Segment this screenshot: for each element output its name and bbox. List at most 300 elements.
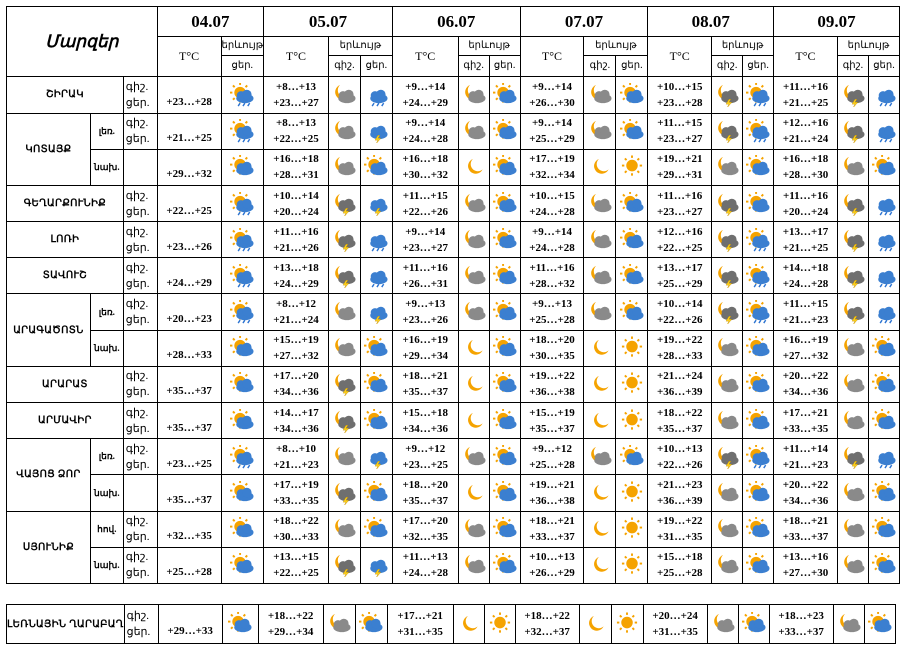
temp-range [520,330,584,366]
weather-cell [221,113,264,149]
day-temp: +26…+29 [529,567,575,580]
night-temp: +19…+22 [656,334,703,347]
temp-range [520,294,584,330]
night-weather-cell [458,403,489,439]
day-temp: +28…+30 [782,169,829,182]
night-temp: +13…+15 [273,551,319,564]
night-temp: +18…+23 [778,610,824,622]
subregion-name: լեռ. [90,294,123,330]
day-weather-cell [743,113,774,149]
night-temp: +19…+22 [529,370,575,383]
night-weather-cell [328,294,360,330]
night-temp: +16…+19 [402,334,449,347]
night-temp: +10…+14 [273,189,319,202]
forecast-table [6,6,900,584]
day-label: ցեր. [873,60,895,72]
temp-range [392,366,458,402]
night-temp: +11…+15 [783,298,828,311]
moon-storm-icon [330,409,358,433]
sun-cloud-rain-icon [744,300,772,324]
weather-cell [221,294,264,330]
day-temp: +22…+25 [273,133,319,146]
night-temp: +10…+13 [529,551,575,564]
night-weather-cell [584,294,616,330]
day-weather-cell [743,149,774,185]
temp-range [157,258,221,294]
night-temp: +18…+22 [656,406,703,419]
period-labels [123,113,157,149]
day-weather-cell [743,366,774,402]
night-temp: +11…+14 [783,442,828,455]
temp-range [520,185,584,221]
day-temp: +22…+25 [656,241,703,254]
moon-cloud-icon [835,612,863,636]
cloud-storm-icon [362,119,390,143]
night-weather-cell [458,185,489,221]
subregion-name: նախ. [90,149,123,185]
temp-range [648,439,712,475]
table-row [7,258,900,294]
day-weather-cell [868,77,899,113]
day-weather-cell [489,294,520,330]
night-temp: +17…+19 [529,153,575,166]
day-temp: +24…+28 [402,567,449,580]
night-temp: +11…+16 [783,80,828,93]
night-weather-cell [837,366,868,402]
temp-range [264,547,329,583]
moon-cloud-icon [460,119,488,143]
night-temp: +15…+19 [273,334,319,347]
night-weather-cell [328,77,360,113]
night-temp: +10…+15 [529,189,575,202]
moon-storm-icon [839,192,867,216]
day-weather-cell [489,77,520,113]
temp-range [520,547,584,583]
temp-range [264,149,329,185]
day-temp: +25…+29 [656,277,703,290]
day-temp: +35…+37 [166,421,212,434]
temp-range [264,222,329,258]
cloud-rain-icon [870,119,898,143]
day-weather-cell [360,294,392,330]
day-temp: +33…+37 [778,626,824,638]
night-label: գիշ. [125,442,149,455]
night-weather-cell [584,403,616,439]
sun-cloud-icon [491,300,519,324]
night-weather-cell [712,149,743,185]
day-temp: +23…+26 [166,240,212,253]
cloud-rain-icon [870,445,898,469]
night-weather-cell [837,294,868,330]
night-weather-cell [328,511,360,547]
sun-cloud-icon [491,119,519,143]
subregion-name: նախ. [90,330,123,366]
day-temp: +21…+25 [166,132,212,145]
weather-cell [221,511,264,547]
night-weather-cell [328,149,360,185]
temp-range [157,511,221,547]
day-weather-cell [489,511,520,547]
day-label: ցեր. [125,277,150,290]
day-label: ցեր. [365,60,388,72]
moon-cloud-icon [460,228,488,252]
moon-storm-icon [839,119,867,143]
subregion-name: հով. [90,511,123,547]
night-temp: +16…+19 [782,334,829,347]
day-weather-cell [611,605,643,644]
sun-icon [618,481,646,505]
karabakh-table [6,604,896,644]
night-weather-cell [837,258,868,294]
moon-cloud-icon [586,192,614,216]
temp-range [387,605,453,644]
region-name: ՏԱՎՈՒՇ [7,258,124,294]
night-temp: +13…+16 [782,551,829,564]
day-label: ցեր. [125,422,150,435]
moon-cloud-icon [586,300,614,324]
night-temp: +11…+16 [402,261,448,274]
period-labels [123,330,157,366]
night-temp: +19…+21 [529,479,575,492]
temp-range [157,330,221,366]
day-label: ցեր. [125,386,150,399]
weather-cell [221,149,264,185]
phenomenon-label: երևույթ [459,37,520,56]
moon-icon [586,155,614,179]
night-label: գիշ. [125,80,149,93]
temp-range [520,366,584,402]
day-weather-cell [743,403,774,439]
day-label: ցեր. [125,241,150,254]
night-temp: +11…+13 [402,551,448,564]
temp-range [157,475,221,511]
moon-storm-icon [330,553,358,577]
day-temp: +32…+34 [529,169,575,182]
night-temp: +16…+18 [402,153,449,166]
day-weather-cell [489,330,520,366]
moon-icon [460,155,488,179]
day-temp: +36…+39 [656,495,703,508]
day-temp: +23…+27 [402,241,449,254]
day-weather-cell [616,439,648,475]
temp-range [392,149,458,185]
temp-range [392,439,458,475]
temp-range [157,113,221,149]
night-weather-cell [712,258,743,294]
moon-cloud-icon [460,553,488,577]
day-weather-cell [360,330,392,366]
region-name: ԱՐՄԱՎԻՐ [7,403,124,439]
day-temp: +35…+37 [402,495,449,508]
day-temp: +21…+25 [782,96,829,109]
sun-cloud-icon [228,409,256,433]
moon-storm-icon [330,372,358,396]
sun-cloud-icon [491,409,519,433]
weather-cell [221,366,264,402]
moon-storm-icon [330,192,358,216]
sun-cloud-icon [491,228,519,252]
day-temp: +25…+29 [529,133,575,146]
day-temp: +33…+35 [273,495,319,508]
moon-storm-icon [713,119,741,143]
day-temp: +24…+28 [402,133,449,146]
temp-range [264,366,329,402]
temp-range [774,439,838,475]
moon-cloud-icon [460,300,488,324]
temp-range [392,222,458,258]
table-row [7,403,900,439]
moon-storm-icon [713,192,741,216]
day-weather-cell [868,547,899,583]
day-weather-cell [868,294,899,330]
sun-cloud-icon [870,481,898,505]
night-temp: +15…+18 [402,406,449,419]
moon-cloud-icon [460,192,488,216]
day-temp: +36…+39 [656,386,703,399]
night-weather-cell [584,547,616,583]
day-temp: +28…+33 [166,349,212,362]
day-weather-cell [868,149,899,185]
night-weather-cell [458,547,489,583]
day-weather-cell [868,222,899,258]
phenomenon-label: երևույթ [584,37,647,56]
period-labels [123,258,157,294]
temp-header: T°C [648,37,712,77]
night-temp: +11…+16 [657,189,703,202]
day-weather-cell [743,77,774,113]
sun-cloud-icon [228,372,256,396]
night-temp: +9…+14 [531,80,572,93]
night-weather-cell [707,605,738,644]
sun-cloud-icon [491,83,519,107]
day-temp: +35…+37 [402,386,449,399]
day-weather-cell [616,475,648,511]
day-weather-cell [868,258,899,294]
day-weather-cell [743,475,774,511]
moon-cloud-icon [713,409,741,433]
day-temp: +22…+26 [656,314,703,327]
sun-cloud-rain-icon [228,83,256,107]
night-weather-cell [458,77,489,113]
day-temp: +24…+29 [273,277,319,290]
day-weather-cell [360,258,392,294]
region-name: ՇԻՐԱԿ [7,77,124,113]
temp-range [774,294,838,330]
sun-cloud-icon [870,517,898,541]
temp-range [648,511,712,547]
temp-header: T°C [264,37,329,77]
night-temp: +9…+14 [405,80,446,93]
moon-icon [455,612,483,636]
day-temp: +24…+29 [166,276,212,289]
night-weather-cell [328,547,360,583]
sun-cloud-rain-icon [228,445,256,469]
day-temp: +25…+28 [529,314,575,327]
sun-cloud-rain-icon [228,119,256,143]
day-temp: +33…+37 [529,531,575,544]
sun-cloud-icon [362,481,390,505]
day-temp: +29…+31 [656,169,703,182]
night-weather-cell [458,511,489,547]
temp-range [157,77,221,113]
night-temp: +9…+13 [405,298,446,311]
night-weather-cell [584,185,616,221]
day-temp: +35…+37 [529,422,575,435]
night-weather-cell [712,185,743,221]
sun-cloud-icon [740,612,768,636]
sun-cloud-icon [228,553,256,577]
day-weather-cell [360,403,392,439]
day-temp: +34…+36 [782,386,829,399]
night-weather-cell [712,330,743,366]
day-temp: +29…+32 [166,168,212,181]
night-weather-cell [458,258,489,294]
temp-range [774,185,838,221]
day-weather-cell [868,511,899,547]
sun-cloud-icon [226,612,254,636]
day-temp: +21…+24 [782,133,829,146]
night-weather-cell [837,403,868,439]
temp-range [774,149,838,185]
night-label: գիշ. [125,515,149,528]
day-temp: +21…+23 [782,458,829,471]
region-name: ՍՅՈՒՆԻՔ [7,511,91,583]
cloud-storm-icon [362,192,390,216]
night-temp: +12…+16 [656,225,703,238]
day-weather-cell [489,439,520,475]
temp-range [392,511,458,547]
moon-storm-icon [839,300,867,324]
day-temp: +33…+35 [782,422,829,435]
day-temp: +26…+31 [402,277,449,290]
night-temp: +21…+23 [656,479,703,492]
weather-cell [221,547,264,583]
night-temp: +8…+13 [275,117,317,130]
table-row [7,330,900,366]
moon-cloud-icon [713,336,741,360]
sun-cloud-icon [491,155,519,179]
sun-cloud-icon [744,481,772,505]
cloud-storm-icon [362,553,390,577]
night-temp: +15…+18 [656,551,703,564]
sun-icon [618,372,646,396]
sun-icon [618,517,646,541]
night-temp: +11…+15 [657,117,703,130]
moon-cloud-icon [713,155,741,179]
temp-range [520,439,584,475]
moon-cloud-icon [839,372,867,396]
moon-cloud-icon [325,612,353,636]
moon-storm-icon [839,228,867,252]
day-temp: +22…+25 [273,567,319,580]
moon-cloud-icon [839,336,867,360]
temp-range [774,77,838,113]
moon-cloud-icon [330,300,358,324]
temp-range [648,149,712,185]
night-temp: +13…+17 [782,225,829,238]
temp-header: T°C [392,37,458,77]
moon-icon [586,553,614,577]
day-temp: +33…+37 [782,531,829,544]
sun-cloud-rain-icon [744,119,772,143]
day-weather-cell [868,185,899,221]
night-temp: +18…+21 [529,515,575,528]
moon-storm-icon [713,264,741,288]
night-weather-cell [837,149,868,185]
night-weather-cell [837,113,868,149]
temp-range [643,605,707,644]
temp-range [158,605,222,644]
night-temp: +12…+16 [782,117,829,130]
night-weather-cell [712,547,743,583]
temp-range [157,366,221,402]
moon-cloud-icon [330,83,358,107]
day-weather-cell [616,330,648,366]
day-temp: +36…+38 [529,495,575,508]
temp-range [392,330,458,366]
day-label: ցեր. [125,531,150,544]
day-weather-cell [616,258,648,294]
temp-header: T°C [774,37,838,77]
night-label: գիշ. [125,551,149,564]
day-weather-cell [360,222,392,258]
night-temp: +10…+14 [656,298,703,311]
subregion-name: նախ. [90,475,123,511]
night-weather-cell [584,366,616,402]
table-row [7,366,900,402]
day-weather-cell [738,605,769,644]
table-row [7,77,900,113]
day-weather-cell [360,366,392,402]
temp-range [392,475,458,511]
night-temp: +9…+14 [531,117,572,130]
weather-cell [221,258,264,294]
sun-cloud-icon [866,612,894,636]
night-temp: +19…+22 [656,515,703,528]
date-header: 06.07 [392,7,520,37]
day-temp: +27…+32 [273,350,319,363]
night-weather-cell [328,222,360,258]
sun-cloud-icon [228,336,256,360]
phenomenon-header [712,37,774,77]
day-weather-cell [868,403,899,439]
temp-header: T°C [520,37,584,77]
subregion-name: լեռ. [90,113,123,149]
night-weather-cell [453,605,484,644]
night-weather-cell [458,330,489,366]
night-temp: +18…+22 [273,515,319,528]
moon-icon [586,517,614,541]
day-weather-cell [868,475,899,511]
moon-storm-icon [330,481,358,505]
temp-range [648,403,712,439]
day-weather-cell [616,294,648,330]
day-weather-cell [868,439,899,475]
sun-cloud-icon [491,372,519,396]
night-weather-cell [837,185,868,221]
day-temp: +29…+34 [402,350,449,363]
weather-cell [221,439,264,475]
day-temp: +21…+26 [273,241,319,254]
moon-cloud-icon [330,119,358,143]
day-weather-cell [616,77,648,113]
night-temp: +20…+24 [652,610,698,622]
night-label: գիշ. [125,261,149,274]
night-weather-cell [328,113,360,149]
day-temp: +34…+36 [273,386,319,399]
moon-icon [460,409,488,433]
region-name: ՎԱՅՈՑ ՁՈՐ [7,439,91,511]
